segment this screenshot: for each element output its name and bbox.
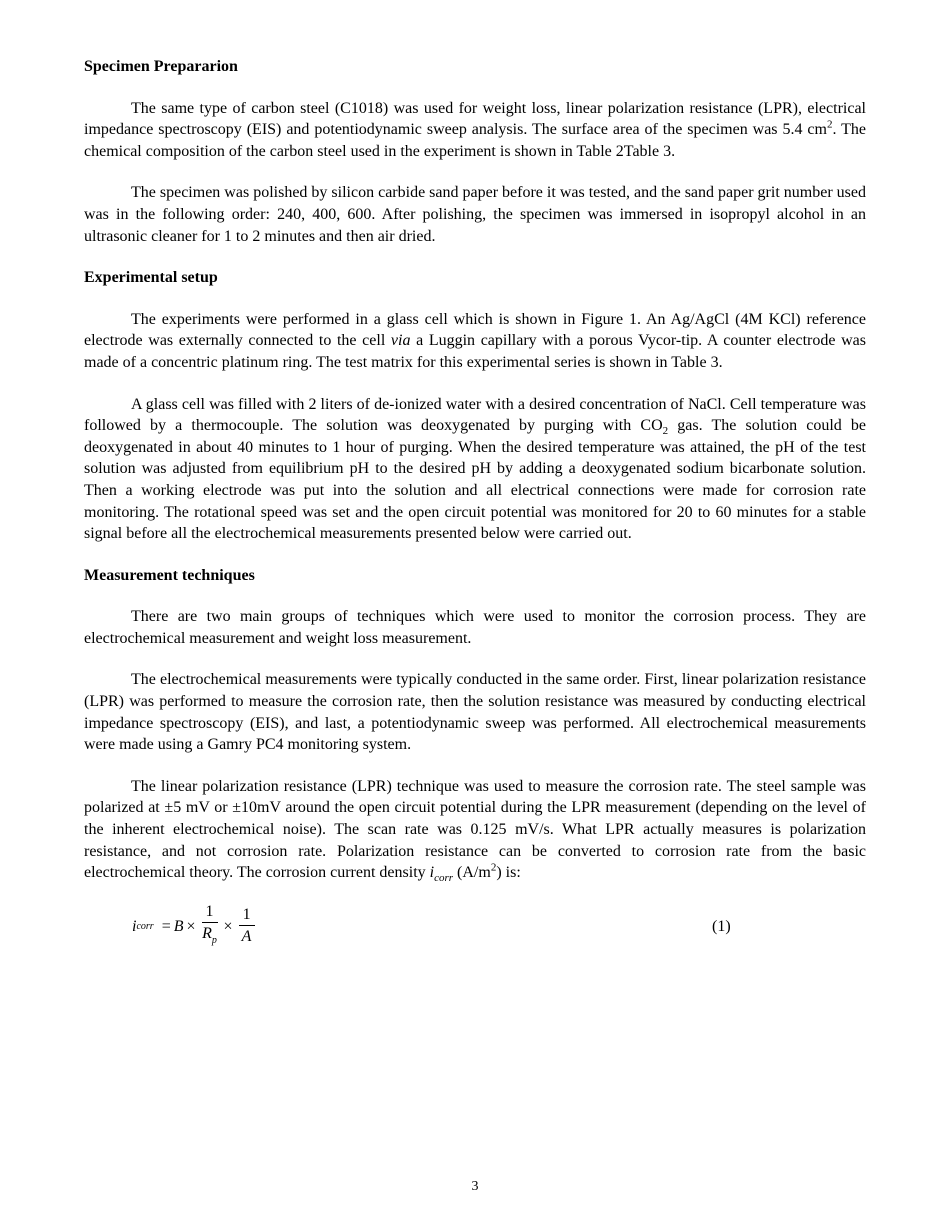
paragraph-measurement-1: There are two main groups of techniques which were used to monitor the corrosion process. They are electrochemical measurement and weight loss measurement. xyxy=(84,608,866,647)
section-heading-specimen-preparation: Specimen Prepararion xyxy=(84,58,238,75)
fraction-1-over-a: $\frac{1}{A}$ xyxy=(239,905,255,948)
page-number: 3 xyxy=(471,1179,479,1194)
section-heading-experimental-setup: Experimental setup xyxy=(84,269,218,287)
equation-body: i corr = B × $\frac{1}{R_p}$ × $\frac{1}{A}$ xyxy=(132,898,258,956)
section-heading-measurement-techniques: Measurement techniques xyxy=(84,566,255,584)
paragraph-setup-2: A glass cell was filled with 2 liters of de-ionized water with a desired concentration of NaCl. Cell temperature was followed by a thermocouple. The solution was deoxygenated by purging with $CO_2$ gas. The solution could be deoxygenated in about 40 minutes to 1 hour of purging. When the desired temperature was attained, the pH of the test solution was adjusted from equilibrium pH to the desired pH by adding a deoxygenated sodium bicarbonate solution. Then a working electrode was put into the solution and all electrical connections were made for corrosion rate monitoring. The rotational speed was set and the open circuit potential was monitored for 20 to 60 minutes for a stable signal before all the electrochemical measurements presented below were carried out. xyxy=(84,395,867,543)
paragraph-setup-1: The experiments were performed in a glass cell which is shown in Figure 1. An Ag/AgCl (4M KCl) reference electrode was externally connected to the cell via a Luggin capillary with a porous Vycor-tip. A counter electrode was made of a concentric platinum ring. The test matrix for this experimental series is shown in Table 3. xyxy=(84,310,866,371)
document-page xyxy=(84,56,866,956)
equation-number: (1) xyxy=(712,917,731,935)
paragraph-specimen-2: The specimen was polished by silicon carbide sand paper before it was tested, and the sand paper grit number used was in the following order: 240, 400, 600. After polishing, the specimen was immersed in isopropyl alcohol in an ultrasonic cleaner for 1 to 2 minutes and then air dried. xyxy=(84,184,866,245)
fraction-1-over-rp: $\frac{1}{R_p}$ xyxy=(202,902,217,946)
paragraph-measurement-3: The linear polarization resistance (LPR) technique was used to measure the corrosion rate. The steel sample was polarized at ±5 mV or ±10mV around the open circuit potential during the LPR measurement (depending on the level of the inherent electrochemical noise). The scan rate was 0.125 mV/s. What LPR actually measures is polarization resistance, and not corrosion rate. Polarization resistance can be converted to corrosion rate from the basic electrochemical theory. The corrosion current density $i_{corr}$ $(A/m^2)$ is: xyxy=(84,777,866,885)
paragraph-measurement-2: The electrochemical measurements were typically conducted in the same order. First, linear polarization resistance (LPR) was performed to measure the corrosion rate, then the solution resistance was measured by conducting electrical impedance spectroscopy (EIS), and last, a potentiodynamic sweep was performed. All electrochemical measurements were made using a Gamry PC4 monitoring system. xyxy=(84,671,866,754)
paragraph-specimen-1: The same type of carbon steel (C1018) was used for weight loss, linear polarization resistance (LPR), electrical impedance spectroscopy (EIS) and potentiodynamic sweep analysis. The surface area of the specimen was 5.4 $cm^2$. The chemical composition of the carbon steel used in the experiment is shown in Table 2Table 3. xyxy=(84,99,866,160)
equation-1 xyxy=(84,898,866,956)
